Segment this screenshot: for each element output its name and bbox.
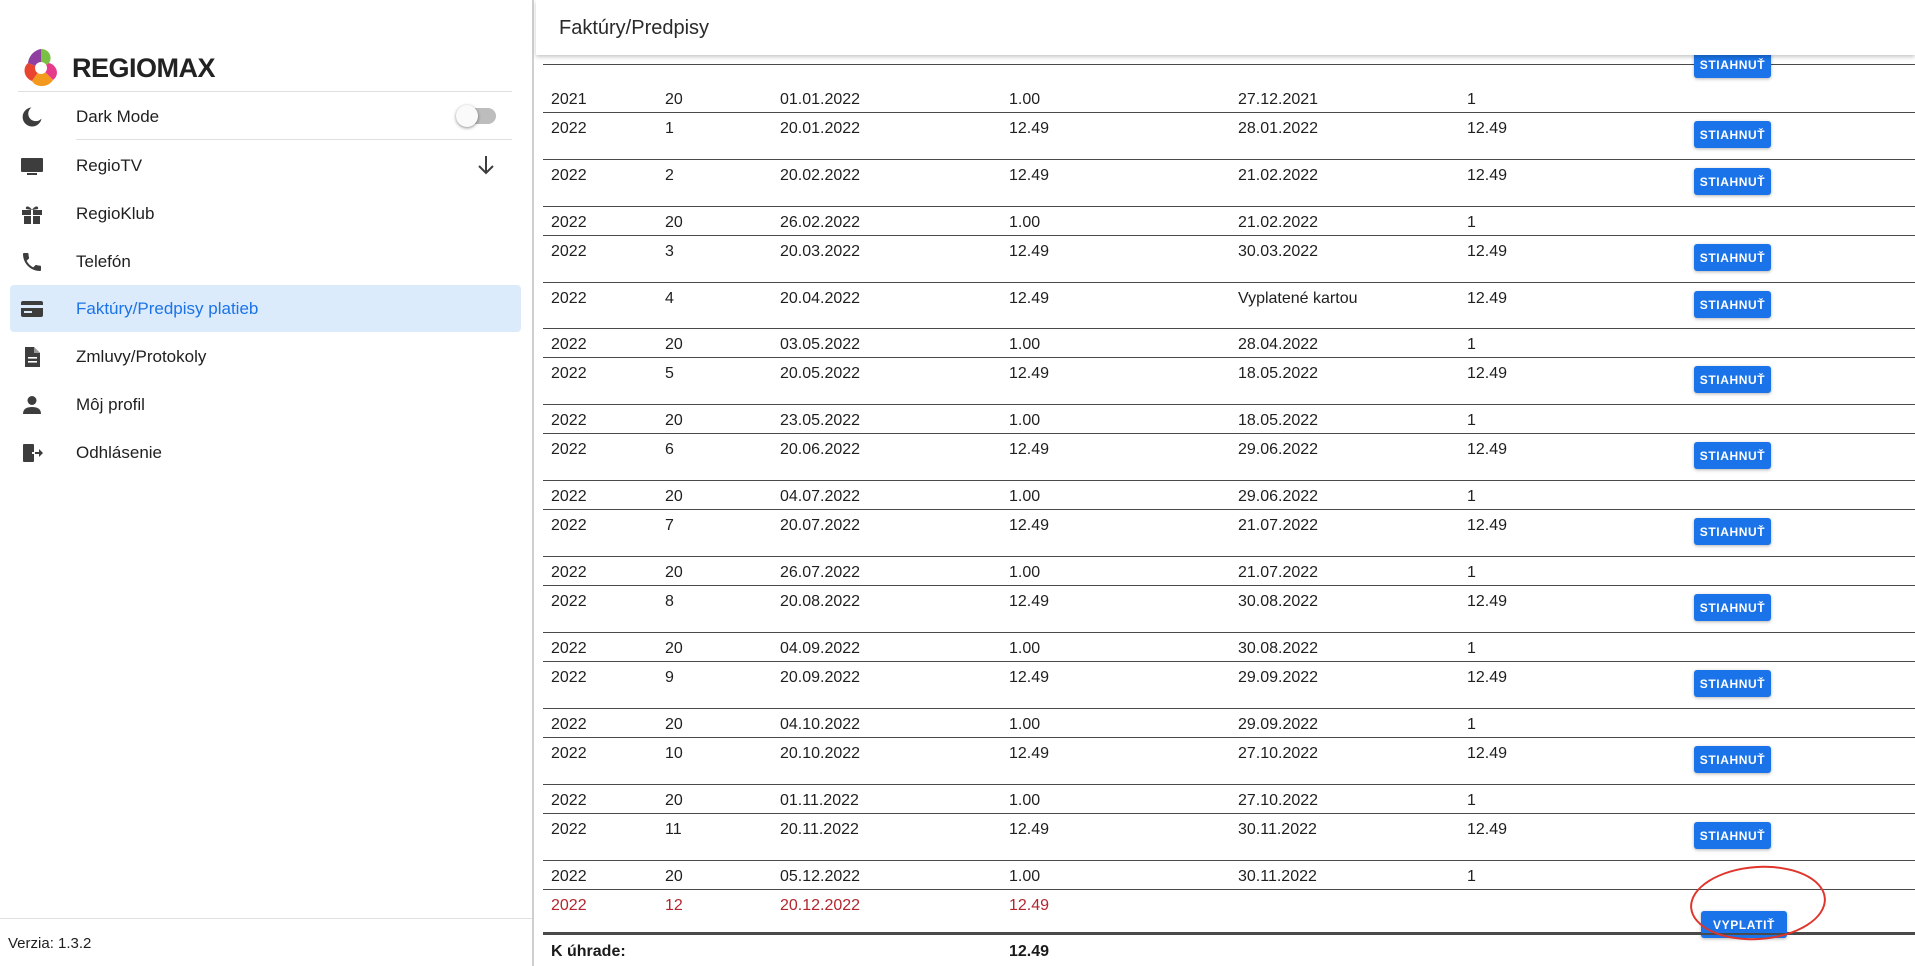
cell-num: 20 <box>665 792 683 809</box>
cell-amount: 1.00 <box>1009 716 1041 733</box>
phone-icon <box>20 250 44 274</box>
gift-icon <box>20 202 44 226</box>
table-row <box>543 785 1915 814</box>
cell-amount: 12.49 <box>1009 593 1050 610</box>
cell-amount: 12.49 <box>1009 441 1050 458</box>
cell-year: 2022 <box>551 868 587 885</box>
cell-date: 20.07.2022 <box>780 517 861 534</box>
cell-year: 2022 <box>551 120 587 137</box>
cell-paid: 30.08.2022 <box>1238 593 1319 610</box>
cell-year: 2022 <box>551 593 587 610</box>
cell-year: 2022 <box>551 897 587 914</box>
table-row <box>543 890 1915 933</box>
table-row <box>543 160 1915 207</box>
cell-year: 2022 <box>551 669 587 686</box>
cell-num: 20 <box>665 716 683 733</box>
cell-amount: 12.49 <box>1009 120 1050 137</box>
cell-year: 2022 <box>551 488 587 505</box>
table-row <box>543 662 1915 709</box>
document-icon <box>20 345 44 369</box>
sidebar-item-label: RegioKlub <box>76 203 155 223</box>
download-button[interactable]: STIAHNUŤ <box>1694 594 1771 621</box>
cell-num: 20 <box>665 640 683 657</box>
cell-sum: 1 <box>1467 336 1476 353</box>
table-row <box>543 236 1915 283</box>
cell-num: 8 <box>665 593 674 610</box>
sidebar-item-label: Môj profil <box>76 394 145 414</box>
divider <box>0 918 532 919</box>
switch-knob <box>456 105 478 127</box>
table-row <box>543 481 1915 510</box>
cell-date: 20.06.2022 <box>780 441 861 458</box>
cell-date: 03.05.2022 <box>780 336 861 353</box>
cell-date: 20.10.2022 <box>780 745 861 762</box>
sidebar-item-label: Telefón <box>76 251 131 271</box>
cell-paid: 21.02.2022 <box>1238 167 1319 184</box>
download-button[interactable]: STIAHNUŤ <box>1694 244 1771 271</box>
cell-date: 01.01.2022 <box>780 91 861 108</box>
cell-num: 9 <box>665 669 674 686</box>
cell-amount: 1.00 <box>1009 488 1041 505</box>
cell-sum: 12.49 <box>1467 290 1508 307</box>
cell-paid: 21.07.2022 <box>1238 517 1319 534</box>
sidebar-item-label: Odhlásenie <box>76 442 163 462</box>
cell-amount: 12.49 <box>1009 669 1050 686</box>
sidebar-item-zmluvy[interactable] <box>10 333 521 380</box>
cell-paid: 18.05.2022 <box>1238 365 1319 382</box>
cell-paid: 29.06.2022 <box>1238 488 1319 505</box>
cell-amount: 12.49 <box>1009 821 1050 838</box>
table-row <box>543 586 1915 633</box>
cell-num: 12 <box>665 897 683 914</box>
pay-button[interactable]: VYPLATIŤ <box>1701 911 1787 938</box>
cell-paid: 28.01.2022 <box>1238 120 1319 137</box>
cell-paid: 30.11.2022 <box>1238 868 1317 885</box>
cell-date: 01.11.2022 <box>780 792 859 809</box>
logout-icon <box>20 441 44 465</box>
cell-sum: 12.49 <box>1467 821 1508 838</box>
cell-paid: 29.09.2022 <box>1238 669 1319 686</box>
cell-paid: 27.12.2021 <box>1238 91 1319 108</box>
sidebar-item-label: Faktúry/Predpisy platieb <box>76 298 259 318</box>
download-button[interactable]: STIAHNUŤ <box>1694 366 1771 393</box>
cell-year: 2022 <box>551 716 587 733</box>
cell-paid: 30.11.2022 <box>1238 821 1317 838</box>
download-button[interactable]: STIAHNUŤ <box>1694 291 1771 318</box>
download-button[interactable]: STIAHNUŤ <box>1694 442 1771 469</box>
cell-num: 2 <box>665 167 674 184</box>
cell-num: 4 <box>665 290 674 307</box>
logo-text: REGIOMAX <box>72 52 216 83</box>
cell-date: 04.09.2022 <box>780 640 861 657</box>
cell-sum: 12.49 <box>1467 365 1508 382</box>
table-row <box>543 329 1915 358</box>
table-row <box>543 738 1915 785</box>
table-row <box>543 358 1915 405</box>
cell-date: 20.12.2022 <box>780 897 861 914</box>
cell-sum: 1 <box>1467 716 1476 733</box>
cell-amount: 1.00 <box>1009 640 1041 657</box>
sidebar-item-faktury[interactable] <box>10 285 521 332</box>
cell-year: 2021 <box>551 91 587 108</box>
table-row <box>543 283 1915 329</box>
sidebar-item-odhlasenie[interactable] <box>10 429 521 476</box>
cell-sum: 1 <box>1467 91 1476 108</box>
cell-amount: 12.49 <box>1009 167 1050 184</box>
cell-amount: 1.00 <box>1009 792 1041 809</box>
cell-date: 20.04.2022 <box>780 290 861 307</box>
cell-year: 2022 <box>551 214 587 231</box>
cell-amount: 1.00 <box>1009 564 1041 581</box>
download-button[interactable]: STIAHNUŤ <box>1694 518 1771 545</box>
cell-date: 20.11.2022 <box>780 821 859 838</box>
divider <box>18 91 512 92</box>
cell-num: 10 <box>665 745 683 762</box>
cell-date: 26.02.2022 <box>780 214 861 231</box>
cell-amount: 12.49 <box>1009 897 1050 914</box>
cell-sum: 1 <box>1467 488 1476 505</box>
cell-num: 20 <box>665 336 683 353</box>
cell-paid: 30.08.2022 <box>1238 640 1319 657</box>
cell-paid: Vyplatené kartou <box>1238 290 1358 307</box>
cell-sum: 1 <box>1467 214 1476 231</box>
cell-sum: 12.49 <box>1467 120 1508 137</box>
cell-num: 20 <box>665 214 683 231</box>
cell-sum: 12.49 <box>1467 441 1508 458</box>
cell-year: 2022 <box>551 243 587 260</box>
cell-year: 2022 <box>551 745 587 762</box>
cell-sum: 1 <box>1467 868 1476 885</box>
cell-amount: 1.00 <box>1009 412 1041 429</box>
cell-num: 20 <box>665 868 683 885</box>
cell-paid: 27.10.2022 <box>1238 745 1319 762</box>
cell-amount: 12.49 <box>1009 365 1050 382</box>
cell-num: 1 <box>665 120 674 137</box>
sidebar-item-regioklub[interactable] <box>10 190 521 237</box>
cell-num: 5 <box>665 365 674 382</box>
table-row <box>543 113 1915 160</box>
cell-date: 04.10.2022 <box>780 716 861 733</box>
table-row <box>543 557 1915 586</box>
cell-date: 05.12.2022 <box>780 868 861 885</box>
cell-year: 2022 <box>551 640 587 657</box>
cell-num: 7 <box>665 517 674 534</box>
sidebar-item-telefon[interactable] <box>10 238 521 285</box>
cell-sum: 12.49 <box>1467 593 1508 610</box>
logo[interactable] <box>18 44 215 92</box>
cell-year: 2022 <box>551 517 587 534</box>
cell-date: 26.07.2022 <box>780 564 861 581</box>
table-row <box>543 709 1915 738</box>
page-header <box>536 0 1915 55</box>
download-button[interactable]: STIAHNUŤ <box>1694 121 1771 148</box>
cell-sum: 12.49 <box>1467 517 1508 534</box>
download-button[interactable]: STIAHNUŤ <box>1694 670 1771 697</box>
cell-num: 6 <box>665 441 674 458</box>
cell-date: 04.07.2022 <box>780 488 861 505</box>
cell-amount: 12.49 <box>1009 290 1050 307</box>
total-label: K úhrade: <box>551 943 626 960</box>
download-button[interactable]: STIAHNUŤ <box>1694 822 1771 849</box>
sidebar-item-label: Dark Mode <box>76 106 160 126</box>
cell-date: 20.03.2022 <box>780 243 861 260</box>
sidebar-item-regiotv[interactable] <box>10 142 521 189</box>
cell-paid: 30.03.2022 <box>1238 243 1319 260</box>
table-row <box>543 633 1915 662</box>
cell-num: 20 <box>665 564 683 581</box>
cell-paid: 18.05.2022 <box>1238 412 1319 429</box>
cell-paid: 27.10.2022 <box>1238 792 1319 809</box>
cell-num: 20 <box>665 412 683 429</box>
cell-paid: 21.02.2022 <box>1238 214 1319 231</box>
table-row <box>543 434 1915 481</box>
sidebar-item-label: RegioTV <box>76 155 143 175</box>
cell-year: 2022 <box>551 167 587 184</box>
sidebar-item-profil[interactable] <box>10 381 521 428</box>
sidebar-item-label: Zmluvy/Protokoly <box>76 346 207 366</box>
cell-year: 2022 <box>551 365 587 382</box>
cell-year: 2022 <box>551 336 587 353</box>
total-row <box>543 933 1915 966</box>
person-icon <box>20 393 44 417</box>
cell-amount: 1.00 <box>1009 336 1041 353</box>
dark-mode-toggle-row[interactable] <box>10 93 521 140</box>
cell-num: 20 <box>665 91 683 108</box>
table-row <box>543 861 1915 890</box>
sidebar <box>0 0 534 966</box>
cell-paid: 21.07.2022 <box>1238 564 1319 581</box>
download-button[interactable]: STIAHNUŤ <box>1694 746 1771 773</box>
arrow-down-icon[interactable] <box>474 153 498 177</box>
cell-sum: 12.49 <box>1467 243 1508 260</box>
card-icon <box>20 297 44 321</box>
cell-year: 2022 <box>551 412 587 429</box>
regiomax-logo-icon <box>18 45 64 91</box>
cell-sum: 1 <box>1467 640 1476 657</box>
cell-amount: 12.49 <box>1009 243 1050 260</box>
dark-mode-switch[interactable] <box>458 108 496 124</box>
cell-sum: 12.49 <box>1467 669 1508 686</box>
cell-date: 23.05.2022 <box>780 412 861 429</box>
table-row <box>543 814 1915 861</box>
cell-amount: 1.00 <box>1009 868 1041 885</box>
cell-num: 20 <box>665 488 683 505</box>
cell-year: 2022 <box>551 290 587 307</box>
download-button[interactable]: STIAHNUŤ <box>1694 168 1771 195</box>
cell-year: 2022 <box>551 821 587 838</box>
cell-year: 2022 <box>551 792 587 809</box>
cell-sum: 12.49 <box>1467 745 1508 762</box>
cell-amount: 12.49 <box>1009 745 1050 762</box>
download-button[interactable]: STIAHNUŤ <box>1694 51 1771 78</box>
version-label: Verzia: 1.3.2 <box>8 935 92 952</box>
cell-year: 2022 <box>551 564 587 581</box>
moon-icon <box>20 105 44 129</box>
page-title: Faktúry/Predpisy <box>559 17 710 39</box>
cell-paid: 29.06.2022 <box>1238 441 1319 458</box>
cell-date: 20.02.2022 <box>780 167 861 184</box>
table-row <box>543 207 1915 236</box>
cell-date: 20.01.2022 <box>780 120 861 137</box>
cell-sum: 1 <box>1467 564 1476 581</box>
cell-sum: 12.49 <box>1467 167 1508 184</box>
cell-date: 20.05.2022 <box>780 365 861 382</box>
cell-num: 3 <box>665 243 674 260</box>
cell-paid: 29.09.2022 <box>1238 716 1319 733</box>
cell-date: 20.08.2022 <box>780 593 861 610</box>
table-row <box>543 510 1915 557</box>
invoices-table[interactable] <box>536 55 1915 966</box>
cell-amount: 1.00 <box>1009 214 1041 231</box>
cell-year: 2022 <box>551 441 587 458</box>
table-row <box>543 84 1915 113</box>
cell-sum: 1 <box>1467 412 1476 429</box>
cell-sum: 1 <box>1467 792 1476 809</box>
tv-icon <box>20 154 44 178</box>
cell-paid: 28.04.2022 <box>1238 336 1319 353</box>
cell-amount: 12.49 <box>1009 517 1050 534</box>
cell-amount: 1.00 <box>1009 91 1041 108</box>
table-row <box>543 405 1915 434</box>
total-value: 12.49 <box>1009 943 1050 960</box>
cell-num: 11 <box>665 821 682 838</box>
cell-date: 20.09.2022 <box>780 669 861 686</box>
divider <box>76 139 512 140</box>
